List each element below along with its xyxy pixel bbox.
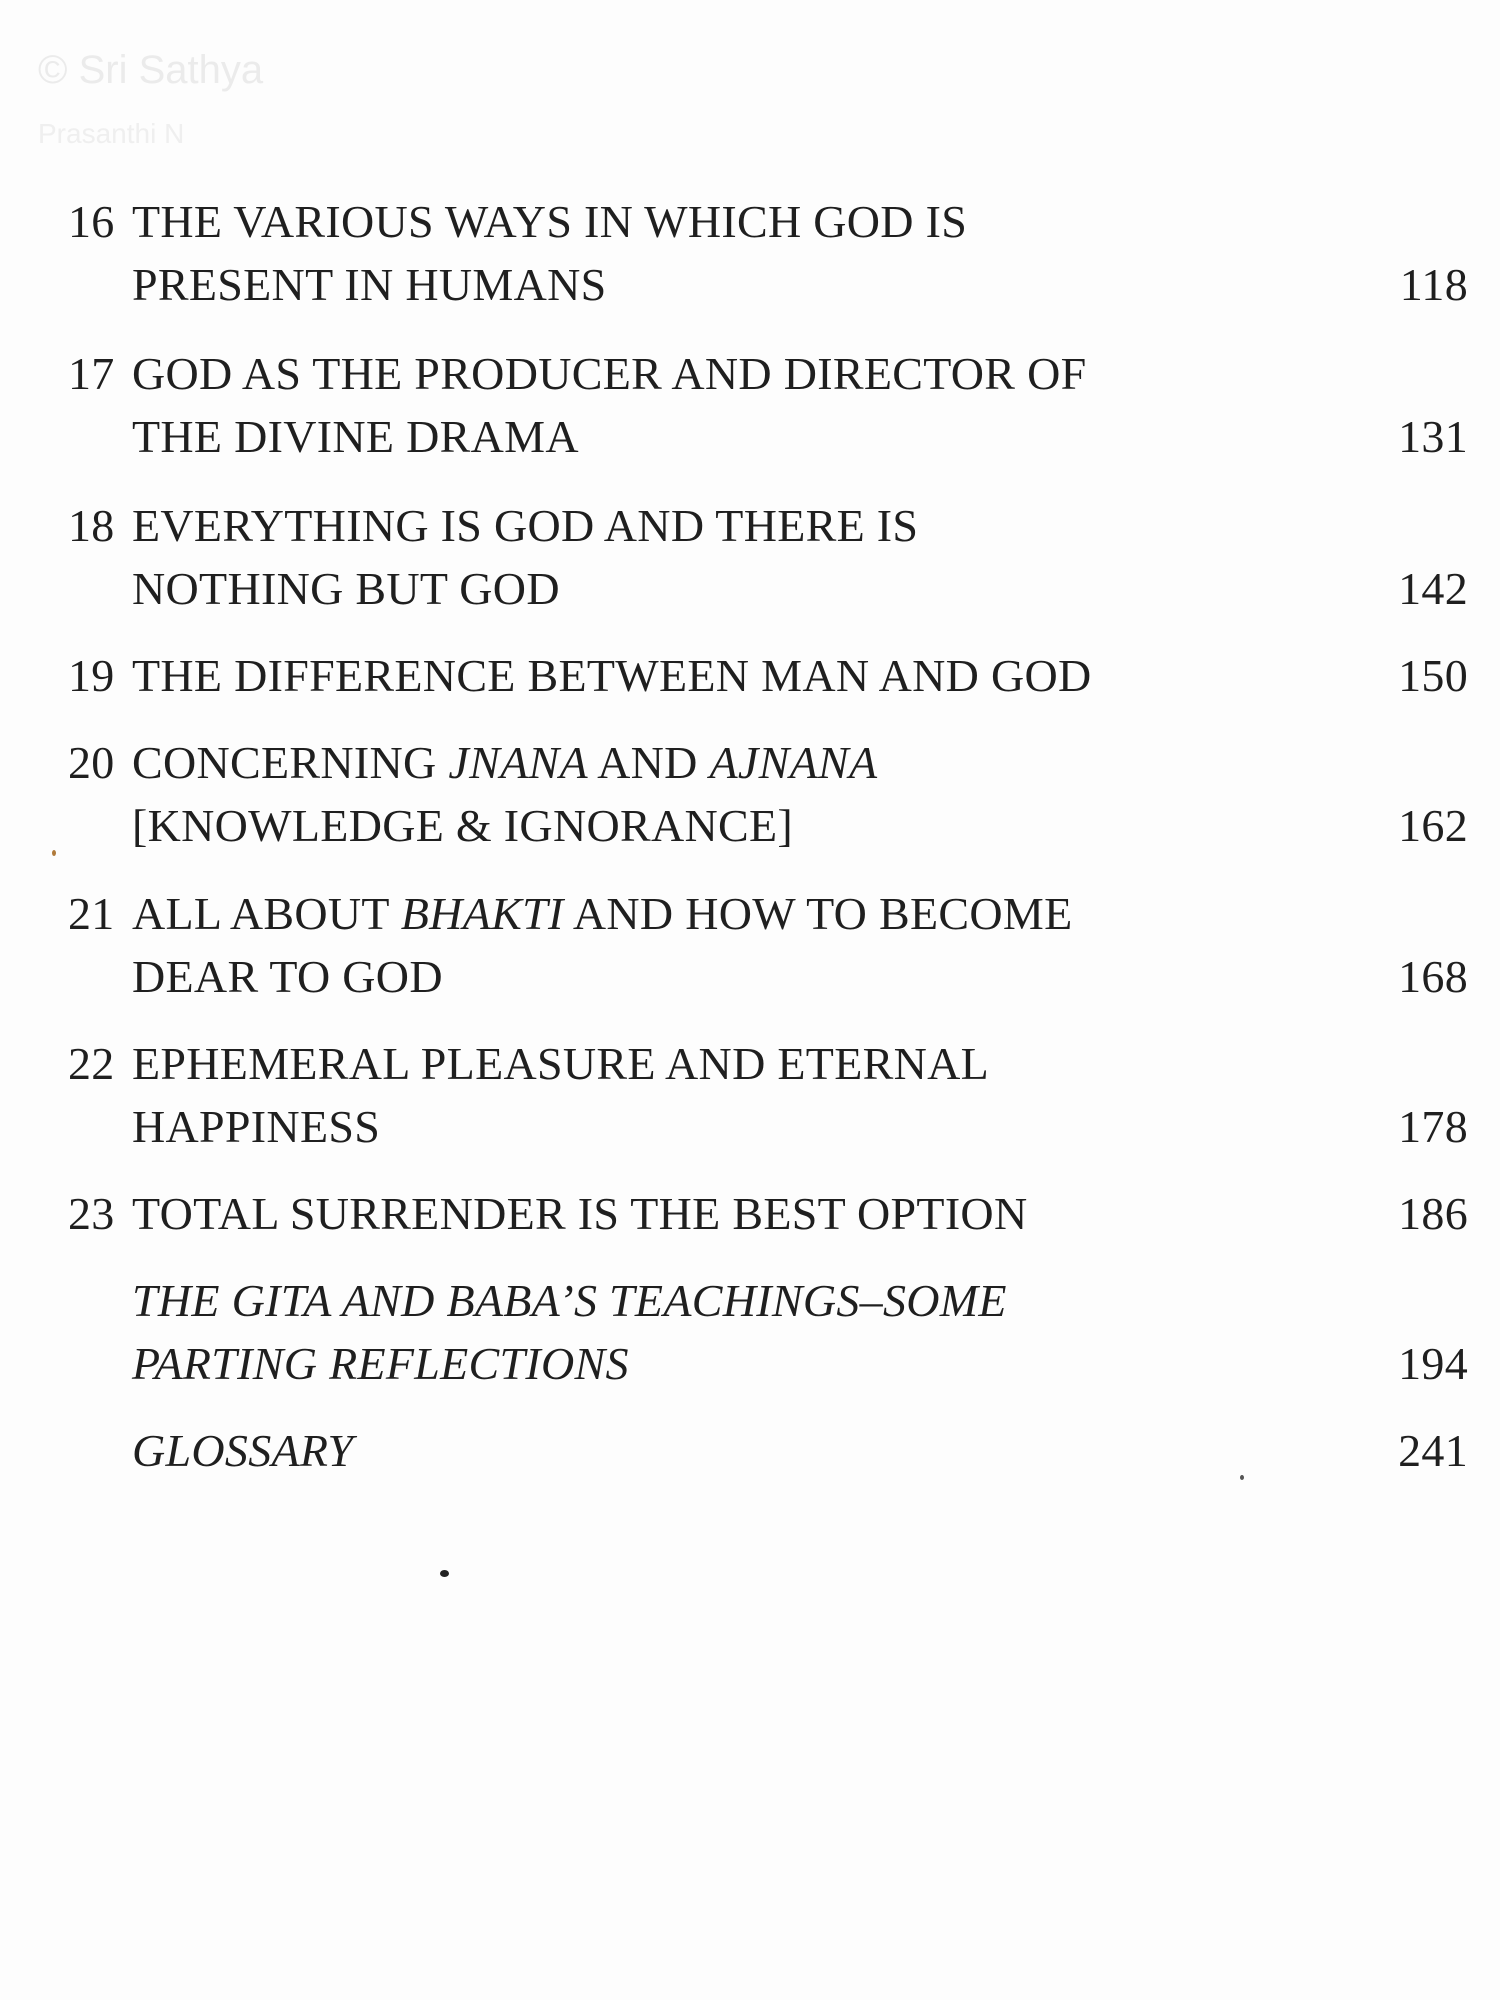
chapter-title: THE DIVINE DRAMA [132, 411, 579, 462]
toc-entry [68, 1419, 1468, 1482]
section-title: THE GITA AND BABA’S TEACHINGS–SOME [132, 1275, 1007, 1326]
chapter-title: AND HOW TO BECOME [563, 888, 1073, 939]
bleed-through-text: Prasanthi N [38, 118, 185, 149]
chapter-title: EPHEMERAL PLEASURE AND ETERNAL [132, 1038, 990, 1089]
page-number: 162 [1398, 800, 1468, 851]
page-number: 194 [1398, 1338, 1468, 1389]
chapter-title: DEAR TO GOD [132, 951, 443, 1002]
chapter-title: EVERYTHING IS GOD AND THERE IS [132, 500, 919, 551]
toc-entry [68, 1182, 1468, 1245]
chapter-title-italic: AJNANA [709, 737, 878, 788]
chapter-title: [KNOWLEDGE & IGNORANCE] [132, 800, 794, 851]
chapter-number: 21 [68, 888, 115, 939]
section-title: GLOSSARY [132, 1425, 354, 1476]
ink-speck [52, 850, 56, 856]
toc-entry [68, 882, 1468, 1008]
toc-entry [68, 190, 1468, 316]
chapter-title: NOTHING BUT GOD [132, 563, 560, 614]
chapter-title-italic: JNANA [448, 737, 588, 788]
chapter-number: 22 [68, 1038, 115, 1089]
chapter-number: 19 [68, 650, 115, 701]
page-number: 118 [1399, 259, 1468, 310]
chapter-title: AND [587, 737, 710, 788]
chapter-title: CONCERNING [132, 737, 449, 788]
chapter-number: 23 [68, 1188, 115, 1239]
page-number: 150 [1398, 650, 1468, 701]
chapter-title: TOTAL SURRENDER IS THE BEST OPTION [132, 1188, 1028, 1239]
toc-entry [68, 1032, 1468, 1158]
toc-entry [68, 342, 1468, 468]
toc-entry [68, 494, 1468, 620]
toc-entry [68, 731, 1468, 857]
chapter-title: THE DIFFERENCE BETWEEN MAN AND GOD [132, 650, 1092, 701]
bleed-through-text: © Sri Sathya [38, 48, 264, 92]
page-number: 168 [1398, 951, 1468, 1002]
chapter-number: 18 [68, 500, 115, 551]
toc-entry [68, 1269, 1468, 1395]
ink-speck [440, 1570, 449, 1577]
chapter-title-italic: BHAKTI [400, 888, 564, 939]
chapter-number: 17 [68, 348, 115, 399]
page-number: 186 [1398, 1188, 1468, 1239]
page-number: 178 [1398, 1101, 1468, 1152]
toc-entry [68, 644, 1468, 707]
table-of-contents [68, 190, 1468, 1482]
page-number: 131 [1398, 411, 1468, 462]
ink-speck [1240, 1475, 1244, 1480]
chapter-number: 16 [68, 196, 115, 247]
page-number: 241 [1398, 1425, 1468, 1476]
chapter-number: 20 [68, 737, 115, 788]
chapter-title: HAPPINESS [132, 1101, 381, 1152]
page-number: 142 [1398, 563, 1468, 614]
chapter-title: PRESENT IN HUMANS [132, 259, 607, 310]
chapter-title: ALL ABOUT [132, 888, 401, 939]
section-title: PARTING REFLECTIONS [132, 1338, 629, 1389]
chapter-title: THE VARIOUS WAYS IN WHICH GOD IS [132, 196, 968, 247]
chapter-title: GOD AS THE PRODUCER AND DIRECTOR OF [132, 348, 1087, 399]
